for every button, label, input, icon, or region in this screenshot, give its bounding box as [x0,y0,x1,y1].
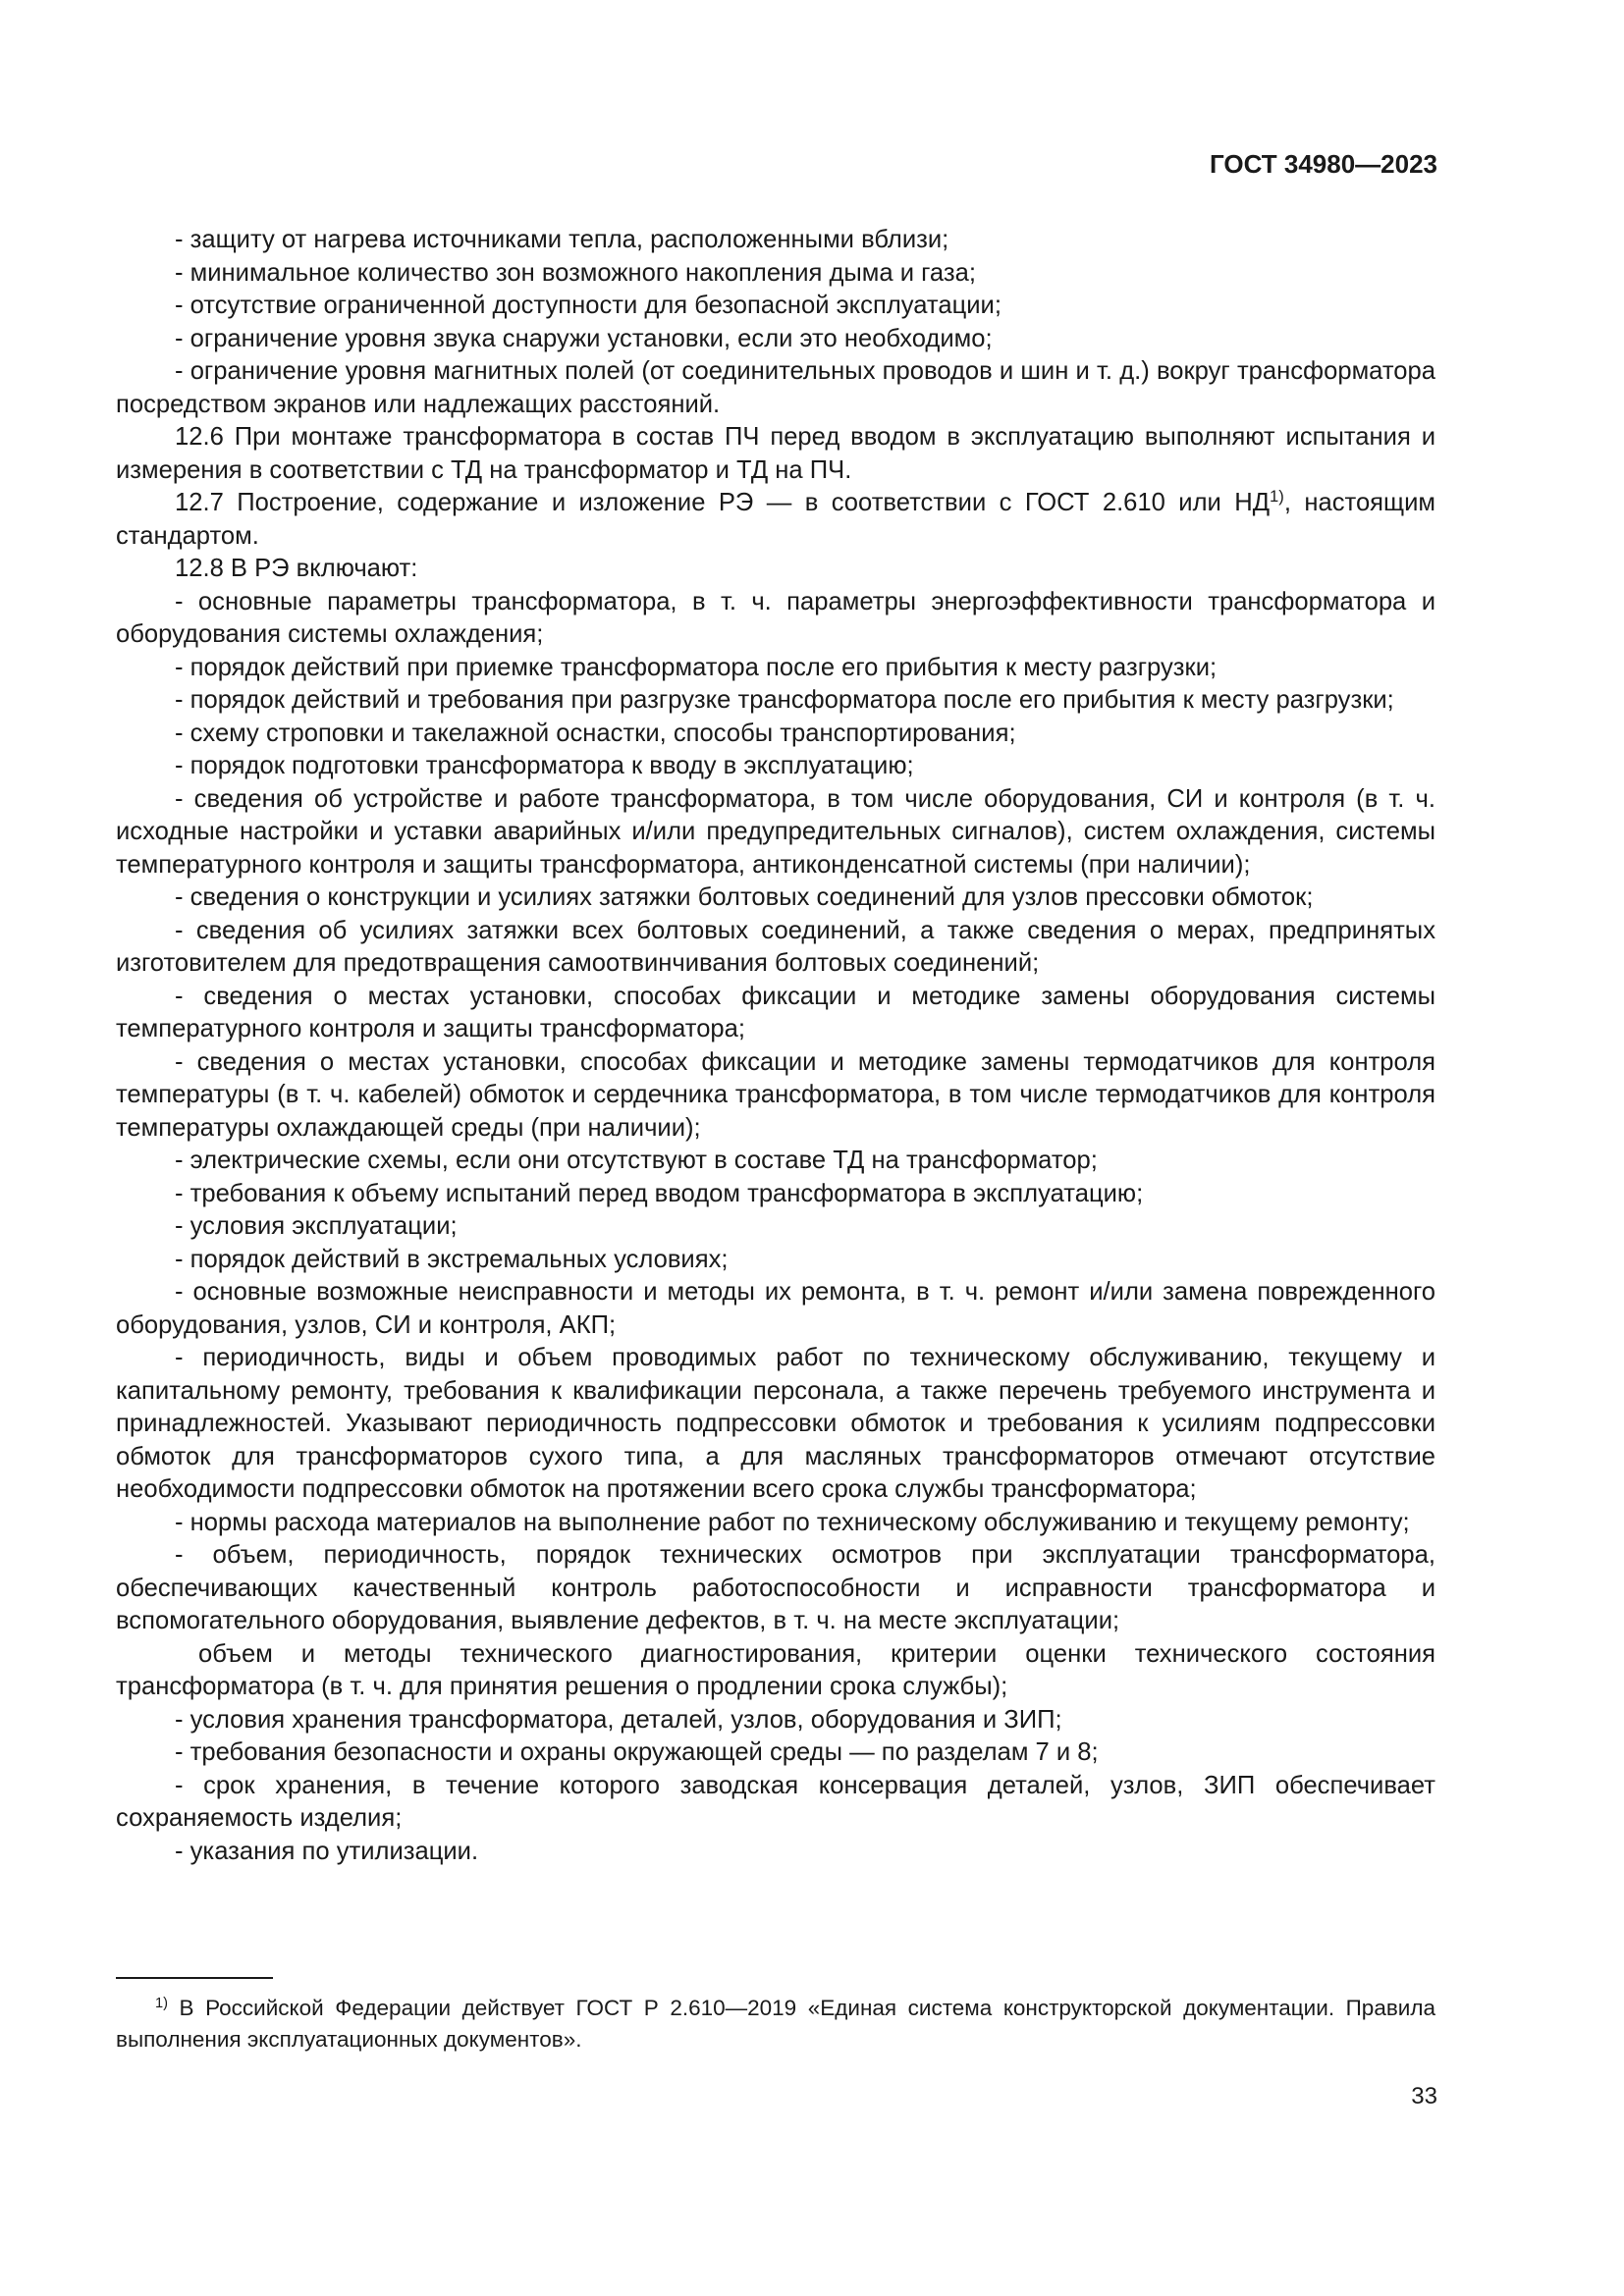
footnote-text: В Российской Федерации действует ГОСТ Р 2.610—2019 «Единая система конструкторской документации. Правила выполнения эксплуатационных документов». [116,1996,1435,2052]
list-item: объем и методы технического диагностирования, критерии оценки технического состояния трансформатора (в т. ч. для принятия решения о продлении срока службы); [116,1639,1435,1700]
clause-12-7-text: 12.7 Построение, содержание и изложение РЭ — в соответствии с ГОСТ 2.610 или НД [175,489,1271,516]
list-item: - условия эксплуатации; [175,1212,458,1240]
list-item: - требования к объему испытаний перед вводом трансформатора в эксплуатацию; [175,1179,1144,1207]
list-item: - требования безопасности и охраны окружающей среды — по разделам 7 и 8; [175,1738,1099,1766]
clause-12-8: 12.8 В РЭ включают: [175,555,418,582]
list-item: - основные параметры трансформатора, в т. ч. параметры энергоэффективности трансформатора и оборудования системы охлаждения; [116,587,1435,648]
list-item: - объем, периодичность, порядок технических осмотров при эксплуатации трансформатора, обеспечивающих качественный контроль работоспособности и исправности трансформатора и вспомогательного оборудования, выявление дефектов, в т. ч. на месте эксплуатации; [116,1541,1435,1634]
list-item: - сведения о конструкции и усилиях затяжки болтовых соединений для узлов прессовки обмоток; [175,883,1314,911]
footnote-divider [116,1977,273,1979]
list-item: - схему строповки и такелажной оснастки, способы транспортирования; [175,719,1016,747]
list-item: - условия хранения трансформатора, деталей, узлов, оборудования и ЗИП; [175,1705,1062,1734]
list-item: - указания по утилизации. [175,1837,479,1865]
clause-12-7 [116,487,1435,553]
list-item: - периодичность, виды и объем проводимых работ по техническому обслуживанию, текущему и капитальному ремонту, требования к квалификации персонала, а также перечень требуемого инструмента и принадлежностей. Указывают периодичность подпрессовки обмоток и требования к усилиям подпрессовки обмоток для трансформаторов сухого типа, а для масляных трансформаторов отмечают отсутствие необходимости подпрессовки обмоток на протяжении всего срока службы трансформатора; [116,1344,1435,1503]
list-item: - отсутствие ограниченной доступности для безопасной эксплуатации; [175,292,1001,319]
list-item: - сведения о местах установки, способах фиксации и методике замены оборудования системы температурного контроля и защиты трансформатора; [116,982,1435,1042]
list-item: - порядок подготовки трансформатора к вводу в эксплуатацию; [175,752,914,779]
list-item: - срок хранения, в течение которого заводская консервация деталей, узлов, ЗИП обеспечивает сохраняемость изделия; [116,1771,1435,1832]
list-item: - электрические схемы, если они отсутствуют в составе ТД на трансформатор; [175,1147,1098,1174]
list-item: - порядок действий и требования при разгрузке трансформатора после его прибытия к месту разгрузки; [175,686,1394,714]
document-body [116,224,1435,1868]
footnote-ref: 1) [1270,486,1284,506]
page-number: 33 [1411,2083,1437,2109]
footnote [116,1993,1435,2056]
list-item: - порядок действий при приемке трансформатора после его прибытия к месту разгрузки; [175,653,1218,681]
list-item: - нормы расхода материалов на выполнение работ по техническому обслуживанию и текущему ремонту; [175,1508,1410,1536]
clause-12-6: 12.6 При монтаже трансформатора в состав ПЧ перед вводом в эксплуатацию выполняют испытания и измерения в соответствии с ТД на трансформатор и ТД на ПЧ. [116,423,1435,484]
list-item: - ограничение уровня магнитных полей (от соединительных проводов и шин и т. д.) вокруг трансформатора посредством экранов или надлежащих расстояний. [116,357,1435,418]
list-item: - порядок действий в экстремальных условиях; [175,1245,729,1273]
list-item: - сведения о местах установки, способах фиксации и методике замены термодатчиков для контроля температуры (в т. ч. кабелей) обмоток и сердечника трансформатора, в том числе термодатчиков для контроля температуры охлаждающей среды (при наличии); [116,1047,1435,1142]
list-item: - сведения об устройстве и работе трансформатора, в том числе оборудования, СИ и контроля (в т. ч. исходные настройки и уставки аварийных и/или предупредительных сигналов), систем охлаждения, системы температурного контроля и защиты трансформатора, антиконденсатной системы (при наличии); [116,784,1435,879]
list-item: - минимальное количество зон возможного накопления дыма и газа; [175,258,976,287]
list-item: - сведения об усилиях затяжки всех болтовых соединений, а также сведения о мерах, предпринятых изготовителем для предотвращения самоотвинчивания болтовых соединений; [116,916,1435,977]
list-item: - защиту от нагрева источниками тепла, расположенными вблизи; [175,226,949,253]
document-code: ГОСТ 34980—2023 [1210,149,1437,179]
clause-12-7-text-end: , настоящим стандартом. [116,489,1435,550]
footnote-marker: 1) [155,1995,168,2011]
list-item: - основные возможные неисправности и методы их ремонта, в т. ч. ремонт и/или замена поврежденного оборудования, узлов, СИ и контроля, АКП; [116,1278,1435,1339]
list-item: - ограничение уровня звука снаружи установки, если это необходимо; [175,324,993,352]
